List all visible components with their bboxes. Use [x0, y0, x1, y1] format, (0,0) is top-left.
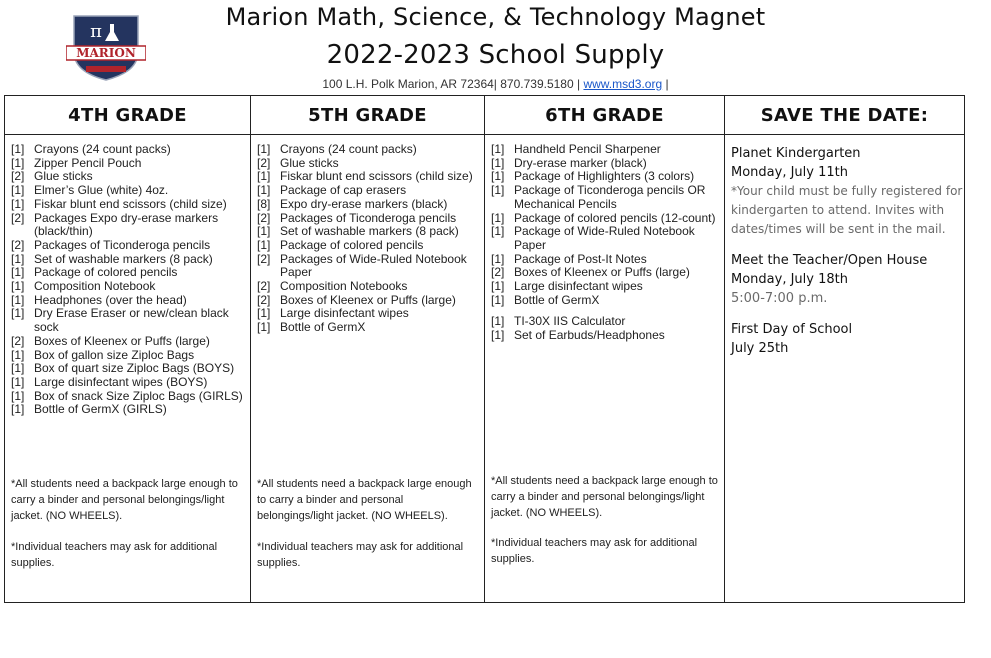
list-item: [1] Package of Highlighters (3 colors) — [491, 169, 695, 184]
teacher-note: *Individual teachers may ask for additional supplies. — [257, 541, 464, 569]
list-item: [1] Composition Notebook — [11, 279, 156, 294]
list-item: [1] Package of Wide-Ruled Notebook Paper — [491, 224, 695, 252]
school-name-title: Marion Math, Science, & Technology Magnet — [225, 3, 766, 31]
list-item: [1] Bottle of GermX (GIRLS) — [11, 402, 167, 417]
list-item: [1] Elmer’s Glue (white) 4oz. — [11, 183, 169, 198]
list-item: [2] Packages of Wide-Ruled Notebook Paper — [257, 251, 467, 280]
list-item: [1] Headphones (over the head) — [11, 292, 187, 307]
list-item: [1] Package of colored pencils (12-count) — [491, 210, 716, 225]
grade5-column — [251, 96, 485, 602]
list-item: [1] Set of washable markers (8 pack) — [257, 224, 459, 239]
svg-text:MARION: MARION — [76, 46, 136, 60]
list-item: [1] Box of snack Size Ziploc Bags (GIRLS) — [11, 388, 243, 403]
list-item: [8] Expo dry-erase markers (black) — [257, 196, 448, 211]
list-item: [1] Package of colored pencils — [257, 237, 424, 252]
list-item: [1] Package of Post-It Notes — [491, 251, 647, 266]
list-item: [1] Crayons (24 count packs) — [257, 142, 417, 156]
list-item: [1] Large disinfectant wipes — [257, 306, 409, 321]
list-item: [2] Glue sticks — [257, 155, 339, 170]
grade6-column — [485, 96, 725, 602]
list-item: [1] Package of cap erasers — [257, 183, 407, 198]
list-item: [2] Packages Expo dry-erase markers (black/thin) — [11, 210, 219, 239]
event-first-day — [731, 320, 964, 358]
list-item: [1] Fiskar blunt end scissors (child size) — [11, 196, 227, 211]
list-item: [2] Packages of Ticonderoga pencils — [257, 210, 457, 225]
grade6-list — [485, 135, 724, 343]
event-planet-kindergarten — [731, 144, 964, 239]
event-title: Planet Kindergarten — [731, 146, 861, 161]
grade5-list — [251, 135, 484, 335]
event-description: *Your child must be fully registered for kindergarten to attend. Invites with dates/times will be sent in the mail. — [731, 184, 963, 236]
list-item: [2] Glue sticks — [11, 169, 93, 184]
grade4-heading: 4TH GRADE — [5, 96, 250, 135]
backpack-note: *All students need a backpack large enough to carry a binder and personal belongings/light jacket. (NO WHEELS). — [11, 478, 238, 522]
grade4-list — [5, 135, 250, 417]
list-item: [1] TI-30X IIS Calculator — [491, 314, 626, 329]
grade6-heading: 6TH GRADE — [485, 96, 724, 135]
svg-text:π: π — [90, 21, 102, 42]
list-item: [2] Packages of Ticonderoga pencils — [11, 237, 211, 252]
list-item: [1] Zipper Pencil Pouch — [11, 155, 142, 170]
supply-list-title: 2022-2023 School Supply — [326, 40, 665, 70]
event-title: Meet the Teacher/Open House — [731, 253, 928, 268]
grade5-heading: 5TH GRADE — [251, 96, 484, 135]
list-item: [1] Box of gallon size Ziploc Bags — [11, 347, 195, 362]
event-open-house — [731, 251, 964, 308]
event-title: First Day of School — [731, 322, 853, 337]
events-list — [725, 135, 964, 358]
list-item: [1] Large disinfectant wipes — [491, 279, 643, 294]
backpack-note: *All students need a backpack large enough to carry a binder and personal belongings/light jacket. (NO WHEELS). — [257, 478, 472, 522]
list-item: [1] Package of colored pencils — [11, 265, 178, 280]
website-link[interactable]: www.msd3.org — [583, 77, 663, 91]
list-item: [2] Composition Notebooks — [257, 279, 408, 294]
event-time: 5:00-7:00 p.m. — [731, 291, 828, 306]
grade4-column — [5, 96, 251, 602]
event-date: Monday, July 11th — [731, 165, 848, 180]
save-the-date-column — [725, 96, 964, 602]
list-item: [1] Dry Erase Eraser or new/clean black sock — [11, 306, 229, 335]
list-item: [1] Bottle of GermX — [257, 320, 366, 335]
supply-table — [4, 95, 965, 603]
event-date: July 25th — [731, 341, 789, 356]
list-item: [1] Package of Ticonderoga pencils OR Mechanical Pencils — [491, 183, 706, 211]
save-the-date-heading: SAVE THE DATE: — [725, 96, 964, 135]
list-item: [1] Handheld Pencil Sharpener — [491, 142, 661, 156]
backpack-note: *All students need a backpack large enough to carry a binder and personal belongings/light jacket. (NO WHEELS). — [491, 475, 718, 519]
list-item: [2] Boxes of Kleenex or Puffs (large) — [257, 292, 456, 307]
event-date: Monday, July 18th — [731, 272, 848, 287]
list-item: [1] Fiskar blunt end scissors (child size) — [257, 169, 473, 184]
list-item: [1] Set of Earbuds/Headphones — [491, 328, 665, 343]
teacher-note: *Individual teachers may ask for additional supplies. — [491, 537, 698, 565]
list-item: [2] Boxes of Kleenex or Puffs (large) — [491, 265, 690, 280]
list-item: [1] Dry-erase marker (black) — [491, 155, 647, 170]
school-address: 100 L.H. Polk Marion, AR 72364| 870.739.5180 | www.msd3.org | — [322, 77, 669, 91]
list-item: [2] Boxes of Kleenex or Puffs (large) — [11, 333, 210, 348]
list-item: [1] Box of quart size Ziploc Bags (BOYS) — [11, 361, 235, 376]
list-item: [1] Large disinfectant wipes (BOYS) — [11, 374, 208, 389]
list-item: [1] Crayons (24 count packs) — [11, 142, 171, 156]
teacher-note: *Individual teachers may ask for additional supplies. — [11, 541, 218, 569]
list-item: [1] Bottle of GermX — [491, 292, 600, 307]
list-item: [1] Set of washable markers (8 pack) — [11, 251, 213, 266]
